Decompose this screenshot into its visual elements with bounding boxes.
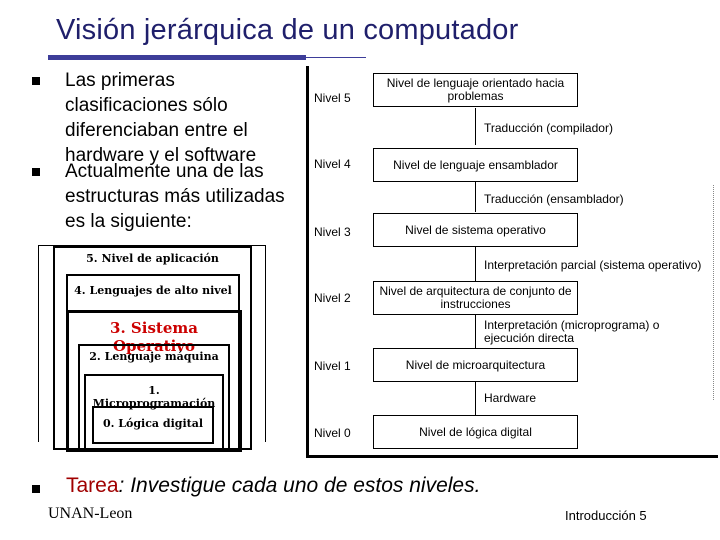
task-description: : Investigue cada uno de estos niveles. xyxy=(118,474,481,497)
level-5-box: Nivel de lenguaje orientado hacia problemas xyxy=(373,73,578,107)
footer-institution: UNAN-Leon xyxy=(48,505,133,522)
level-2-box: Nivel de arquitectura de conjunto de instrucciones xyxy=(373,281,578,315)
bullet-marker-1 xyxy=(32,77,40,85)
transition-hardware: Hardware xyxy=(484,391,537,405)
transition-ensamblador: Traducción (ensamblador) xyxy=(484,192,624,206)
level-1-name: Nivel 1 xyxy=(314,359,351,373)
diagram-border-left xyxy=(306,66,309,458)
level-5-name: Nivel 5 xyxy=(314,91,351,105)
title-underline-thin xyxy=(306,57,366,58)
level-0-box: Nivel de lógica digital xyxy=(373,415,578,449)
diagram-border-bottom xyxy=(306,455,718,458)
level-4-name: Nivel 4 xyxy=(314,157,351,171)
connector-5-4 xyxy=(475,108,476,145)
transition-microprograma: Interpretación (microprograma) o ejecución directa xyxy=(484,318,660,345)
pyramid-level-2-label: 2. Lenguaje máquina xyxy=(89,350,219,363)
connector-4-3 xyxy=(475,182,476,212)
transition-sistema-operativo: Interpretación parcial (sistema operativo) xyxy=(484,258,702,272)
pyramid-level-4-label: 4. Lenguajes de alto nivel xyxy=(74,284,232,297)
level-2-name: Nivel 2 xyxy=(314,291,351,305)
connector-1-0 xyxy=(475,382,476,415)
levels-pyramid xyxy=(38,245,266,442)
connector-3-2 xyxy=(475,247,476,281)
bullet-2-text: Actualmente una de las estructuras más utilizadas es la siguiente: xyxy=(65,161,285,232)
level-3-name: Nivel 3 xyxy=(314,225,351,239)
title-underline xyxy=(48,55,306,60)
level-3-box: Nivel de sistema operativo xyxy=(373,213,578,247)
pyramid-level-3-label: 3. Sistema Operativo xyxy=(110,319,198,355)
pyramid-level-5-label: 5. Nivel de aplicación xyxy=(86,252,219,265)
level-1-box: Nivel de microarquitectura xyxy=(373,348,578,382)
task-label: Tarea xyxy=(66,474,119,497)
pyramid-level-1-label: 1. Microprogramación xyxy=(92,384,216,410)
pyramid-level-0 xyxy=(92,406,214,444)
slide-title: Visión jerárquica de un computador xyxy=(56,14,519,46)
bullet-marker-2 xyxy=(32,168,40,176)
pyramid-level-0-label: 0. Lógica digital xyxy=(102,417,204,430)
connector-2-1 xyxy=(475,315,476,348)
task-text xyxy=(66,474,480,498)
bullet-marker-3 xyxy=(32,485,40,493)
footer-page: Introducción 5 xyxy=(565,508,647,523)
bullet-1-text: Las primeras clasificaciones sólo diferenciaban entre el hardware y el software xyxy=(65,70,257,166)
transition-compilador: Traducción (compilador) xyxy=(484,121,613,135)
level-4-box: Nivel de lenguaje ensamblador xyxy=(373,148,578,182)
cropped-edge-marks xyxy=(713,185,720,400)
level-0-name: Nivel 0 xyxy=(314,426,351,440)
